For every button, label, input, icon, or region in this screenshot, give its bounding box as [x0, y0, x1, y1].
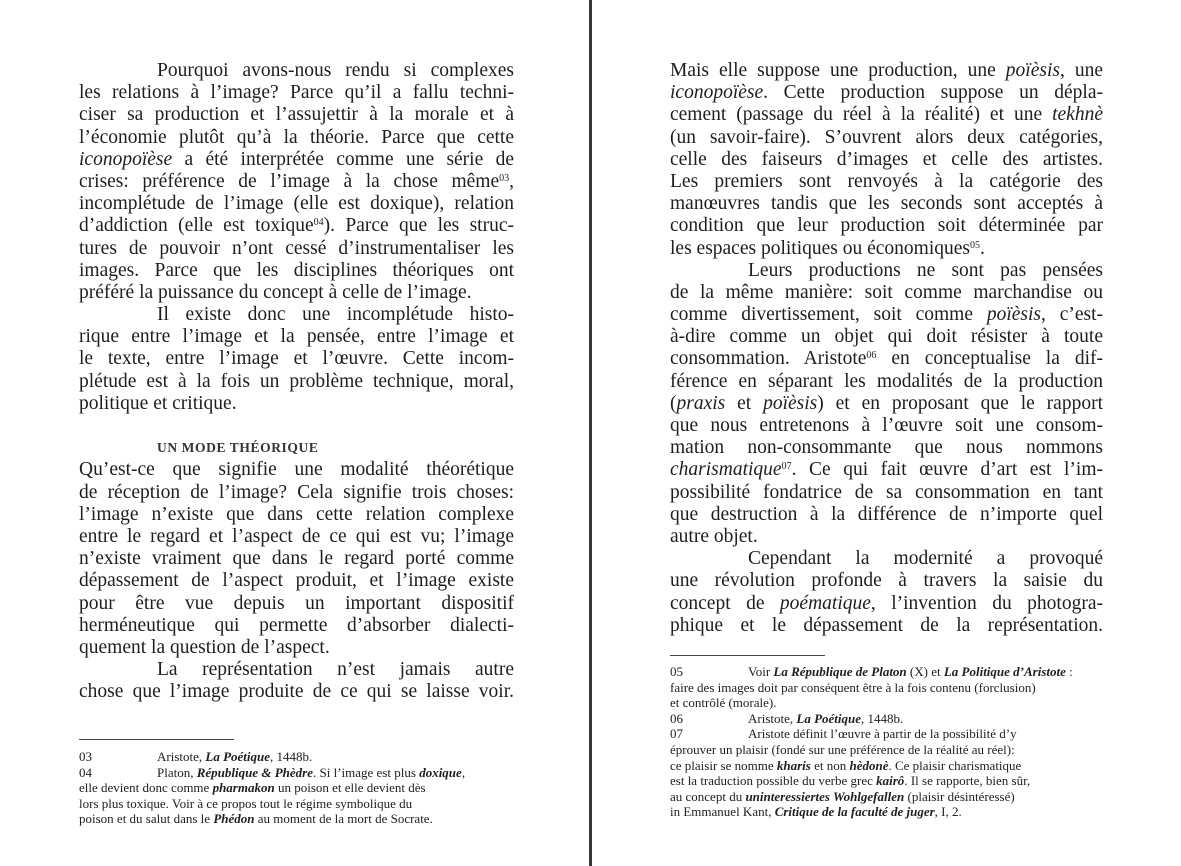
text-run: images. Parce que les disciplines théoriques ont [79, 259, 514, 281]
text-run: concept de [670, 592, 780, 614]
text-line [79, 615, 514, 637]
text-run: , une [1059, 60, 1104, 81]
text-run: Aristote, [748, 710, 797, 726]
left-footnote-rule [79, 739, 234, 740]
text-line [79, 593, 514, 615]
text-run: incomplétude de l’image (elle est doxique), relation [79, 193, 514, 215]
text-run: mation non-consommante que nous nommons [670, 437, 1103, 459]
footnote-line [79, 765, 519, 781]
text-run: que destruction à la différence de n’importe quel [670, 503, 1103, 525]
text-line [670, 171, 1103, 193]
text-run: ( [670, 392, 677, 414]
text-run: ). Parce que les struc- [323, 215, 514, 237]
text-run: et non [810, 757, 850, 773]
footnote-line [670, 804, 1110, 820]
text-line [79, 393, 514, 415]
cited-title: hèdonè [849, 757, 889, 773]
italic-term: iconopoïèse [79, 148, 173, 170]
text-run: que nous entretenons à l’œuvre soit une consom- [670, 415, 1103, 436]
text-line [670, 348, 1103, 370]
text-run: , 1448b. [861, 710, 904, 726]
italic-term: poïèsis [986, 304, 1041, 326]
text-line [670, 260, 1103, 282]
text-run: comme divertissement, soit comme [670, 304, 987, 326]
text-line [79, 238, 514, 260]
text-run: : [1065, 664, 1073, 679]
text-run: dépassement de l’aspect produit, et l’image existe [79, 570, 514, 592]
text-run: , I, 2. [934, 804, 962, 820]
footnote-number: 03 [79, 749, 92, 764]
cited-title: La Politique d’Aristote [943, 664, 1066, 679]
text-run: La représentation n’est jamais autre [157, 659, 514, 681]
text-line [79, 415, 514, 437]
text-run: le texte, entre l’image et l’œuvre. Cette incom- [79, 348, 514, 370]
text-line [79, 171, 514, 193]
text-run: herméneutique qui permette d’absorber dialecti- [79, 614, 514, 636]
footnote-ref: 06 [866, 350, 877, 362]
text-run: Qu’est-ce que signifie une modalité théorétique [79, 459, 514, 481]
text-line [670, 193, 1103, 215]
right-footnotes [670, 664, 1110, 820]
text-line [670, 459, 1103, 481]
text-run: au concept du [670, 788, 746, 804]
text-line [670, 282, 1103, 304]
text-run: , c’est- [1041, 304, 1103, 326]
italic-term: iconopoïèse [670, 82, 764, 104]
text-run: les relations à l’image? Parce qu’il a fallu techni- [79, 82, 514, 104]
text-run: et contrôlé (morale). [670, 695, 777, 711]
text-run: faire des images doit par conséquent être à la fois contenu (forclusion) [670, 679, 1036, 695]
text-run: n’existe vraiment que dans le regard porté comme [79, 548, 514, 570]
footnote-line [670, 789, 1110, 805]
text-run: UN MODE THÉORIQUE [157, 440, 319, 456]
text-line [670, 215, 1103, 237]
text-line [670, 60, 1103, 82]
text-line [670, 393, 1103, 415]
right-page-body [670, 60, 1103, 637]
text-line [670, 526, 1103, 548]
cited-title: kairô [876, 773, 905, 789]
text-line [670, 127, 1103, 149]
text-run: (un savoir-faire). S’ouvrent alors deux catégories, [670, 126, 1103, 148]
text-line [670, 482, 1103, 504]
footnote-line [670, 742, 1110, 758]
text-run: plétude est à la fois un problème technique, moral, [79, 370, 514, 392]
text-run: de la même manière: soit comme marchandise ou [670, 281, 1103, 303]
text-run: un poison et elle devient dès [274, 780, 426, 796]
text-run: . [980, 237, 985, 259]
italic-term: charismatique [670, 459, 782, 481]
text-run: Les premiers sont renvoyés à la catégorie des [670, 170, 1103, 192]
text-run: chose que l’image produite de ce qui se laisse voir. [79, 681, 514, 703]
footnote-line [79, 780, 519, 796]
text-run: (plaisir désintéressé) [904, 788, 1015, 804]
text-line [79, 659, 514, 681]
text-run: tures de pouvoir n’ont cessé d’instrumentaliser les [79, 237, 514, 259]
footnote-number: 05 [670, 664, 683, 679]
text-run: cement (passage du réel à la réalité) et une [670, 104, 1053, 126]
italic-term: tekhnè [1052, 104, 1103, 126]
text-run: , [461, 764, 466, 780]
text-line [670, 104, 1103, 126]
footnote-number: 07 [670, 726, 683, 742]
italic-term: poïèsis [1005, 60, 1060, 81]
text-run: férence en séparant les modalités de la production [670, 370, 1103, 392]
text-run: Pourquoi avons-nous rendu si complexes [157, 60, 514, 81]
footnote-line [79, 796, 519, 812]
text-run: d’addiction (elle est toxique [79, 215, 314, 237]
footnote-ref: 05 [970, 239, 981, 251]
text-line [670, 82, 1103, 104]
text-run: de réception de l’image? Cela signifie trois choses: [79, 481, 514, 503]
text-run: une révolution profonde à travers la saisie du [670, 570, 1103, 592]
text-line [670, 548, 1103, 570]
footnote-line [670, 773, 1110, 789]
text-run: Voir [748, 664, 774, 679]
text-line [79, 304, 514, 326]
left-footnotes [79, 749, 519, 827]
text-run: entre le regard et l’aspect de ce qui est vu; l’image [79, 525, 514, 547]
section-heading [79, 437, 514, 459]
text-line [670, 149, 1103, 171]
text-line [79, 260, 514, 282]
text-run: Leurs productions ne sont pas pensées [748, 259, 1103, 281]
text-run: quement la question de l’aspect. [79, 636, 330, 658]
text-line [79, 149, 514, 171]
footnote-line [670, 726, 1110, 742]
text-line [79, 127, 514, 149]
text-run: , 1448b. [270, 749, 313, 764]
text-run: les espaces politiques ou économiques [670, 237, 971, 259]
left-page-body [79, 60, 514, 703]
footnote-line [670, 758, 1110, 774]
text-run: au moment de la mort de Socrate. [254, 811, 433, 827]
text-run: . Cette production suppose un dépla- [763, 82, 1103, 104]
text-line [670, 615, 1103, 637]
footnote-ref: 03 [499, 172, 510, 184]
text-run: autre objet. [670, 525, 758, 547]
cited-title: doxique [419, 764, 462, 780]
cited-title: Phédon [213, 811, 255, 827]
footnote-ref: 07 [781, 461, 792, 473]
footnote-line [670, 711, 1110, 727]
text-run: elle devient donc comme [79, 780, 213, 796]
cited-title: uninteressiertes Wohlgefallen [745, 788, 905, 804]
text-line [79, 282, 514, 304]
text-run: , [509, 170, 514, 192]
text-line [670, 593, 1103, 615]
text-line [79, 548, 514, 570]
text-line [79, 681, 514, 703]
text-run: à-dire comme un objet qui doit résister à toute [670, 326, 1103, 348]
italic-term: poématique [779, 592, 871, 614]
text-line [79, 504, 514, 526]
text-run: ce plaisir se nomme [670, 757, 777, 773]
text-run: . Si l’image est plus [313, 764, 420, 780]
text-line [670, 238, 1103, 260]
cited-title: La République de Platon [773, 664, 907, 679]
text-run: en conceptualise la dif- [876, 348, 1103, 370]
text-run: consommation. Aristote [670, 348, 867, 370]
cited-title: La Poétique [796, 710, 862, 726]
text-run: Platon, [157, 764, 197, 780]
text-run: l’image n’existe que dans cette relation complexe [79, 503, 514, 525]
text-line [79, 570, 514, 592]
text-line [79, 326, 514, 348]
text-run: . Il se rapporte, bien sûr, [904, 773, 1031, 789]
footnote-line [670, 695, 1110, 711]
text-run: Mais elle suppose une production, une [670, 60, 1006, 81]
text-run: politique et critique. [79, 392, 237, 414]
italic-term: praxis [676, 392, 726, 414]
text-run: et [725, 392, 764, 414]
text-run: a été interprétée comme une série de [172, 148, 514, 170]
cited-title: La Poétique [205, 749, 271, 764]
text-run: condition que leur production soit déterminée par [670, 215, 1103, 237]
text-line [670, 437, 1103, 459]
text-line [670, 326, 1103, 348]
text-line [79, 60, 514, 82]
text-run: (X) et [906, 664, 944, 679]
text-run: possibilité fondatrice de sa consommation en tant [670, 481, 1103, 503]
text-run: Il existe donc une incomplétude histo- [157, 304, 514, 326]
footnote-number: 04 [79, 764, 92, 780]
footnote-line [670, 680, 1110, 696]
text-run: rique entre l’image et la pensée, entre l’image et [79, 326, 514, 348]
italic-term: poïèsis [763, 392, 818, 414]
footnote-line [79, 811, 519, 827]
footnote-number: 06 [670, 710, 683, 726]
text-line [79, 459, 514, 481]
text-run: phique et le dépassement de la représentation. [670, 614, 1103, 636]
text-line [79, 371, 514, 393]
text-run: Aristote, [157, 749, 206, 764]
footnote-ref: 04 [313, 217, 324, 229]
text-line [79, 637, 514, 659]
text-run: manœuvres tandis que les seconds sont acceptés à [670, 193, 1103, 215]
text-run: est la traduction possible du verbe grec [670, 773, 877, 789]
cited-title: Critique de la faculté de juger [774, 804, 935, 820]
text-run: crises: préférence de l’image à la chose même [79, 170, 500, 192]
text-line [79, 193, 514, 215]
text-run: Cependant la modernité a provoqué [748, 548, 1103, 570]
text-line [79, 526, 514, 548]
text-line [670, 415, 1103, 437]
text-run: ) et en proposant que le rapport [817, 392, 1103, 414]
text-line [79, 348, 514, 370]
footnote-line [670, 664, 1110, 680]
text-run: pour être vue depuis un important dispositif [79, 592, 514, 614]
text-line [79, 215, 514, 237]
text-run: l’économie plutôt qu’à la théorie. Parce que cette [79, 126, 514, 148]
text-line [670, 504, 1103, 526]
text-run: poison et du salut dans le [79, 811, 214, 827]
text-line [79, 82, 514, 104]
text-run: lors plus toxique. Voir à ce propos tout le régime symbolique du [79, 795, 413, 811]
text-run: , l’invention du photogra- [870, 592, 1103, 614]
text-line [670, 371, 1103, 393]
cited-title: pharmakon [212, 780, 275, 796]
footnote-line [79, 749, 519, 765]
text-run: . Ce plaisir charismatique [888, 757, 1022, 773]
text-run: préféré la puissance du concept à celle de l’image. [79, 281, 472, 303]
text-run: . Ce qui fait œuvre d’art est l’im- [791, 459, 1103, 481]
text-run: Aristote définit l’œuvre à partir de la possibilité d’y [748, 726, 1017, 742]
text-run: ciser sa production et l’assujettir à la morale et à [79, 104, 514, 126]
text-run: celle des faiseurs d’images et celle des artistes. [670, 148, 1103, 170]
book-gutter [589, 0, 592, 866]
text-run: éprouver un plaisir (fondé sur une préférence de la réalité au réel): [670, 741, 1015, 757]
right-footnote-rule [670, 655, 825, 656]
text-line [79, 104, 514, 126]
text-run: in Emmanuel Kant, [670, 804, 775, 820]
text-line [670, 304, 1103, 326]
cited-title: kharis [776, 757, 811, 773]
cited-title: République & Phèdre [196, 764, 314, 780]
text-line [670, 570, 1103, 592]
text-line [79, 482, 514, 504]
